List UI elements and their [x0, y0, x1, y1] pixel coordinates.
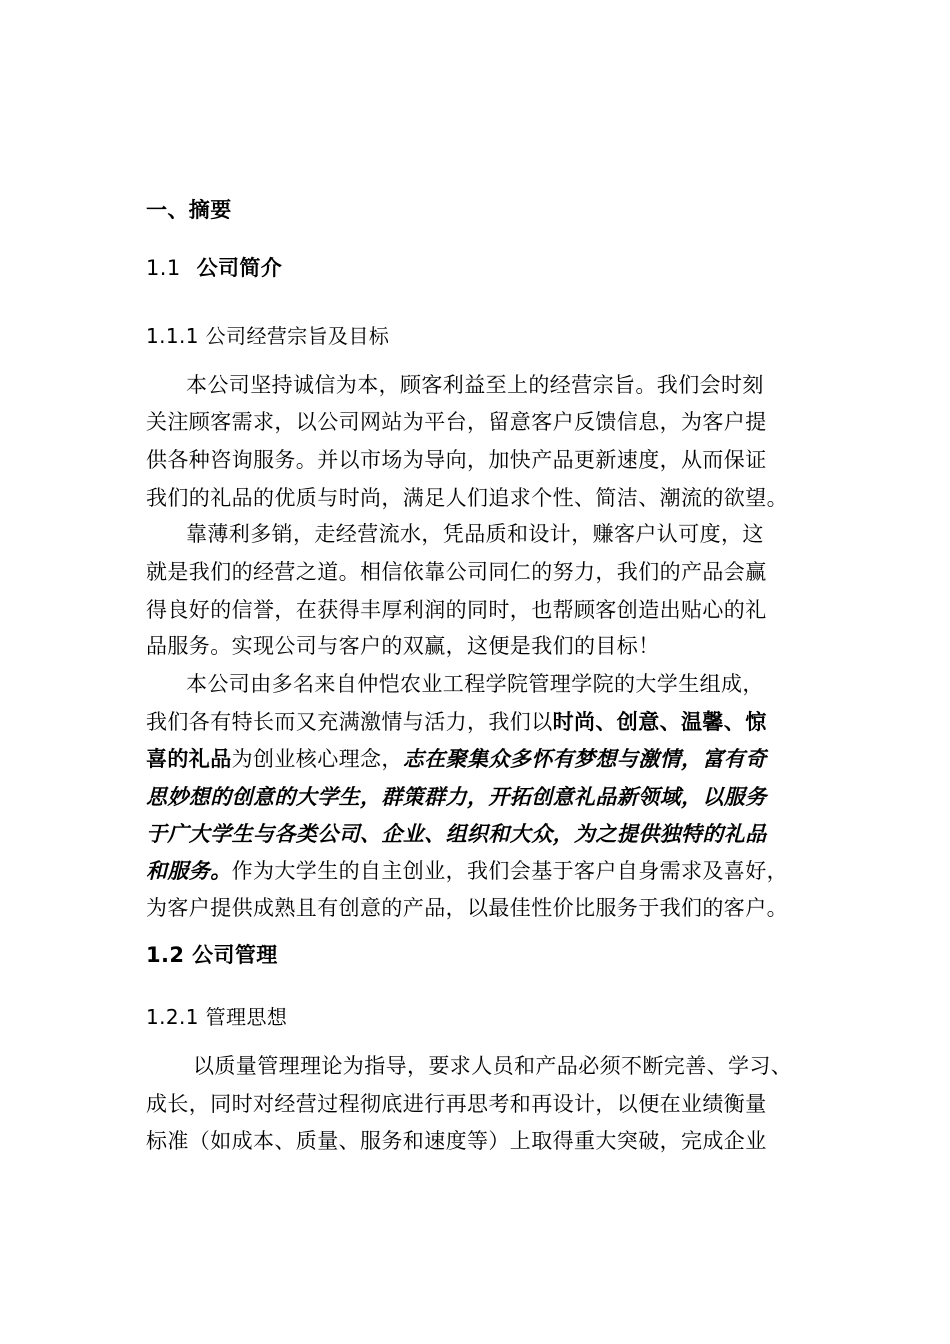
- heading-business-purpose: 1.1.1 公司经营宗旨及目标: [146, 324, 390, 348]
- paragraph-line: 我们的礼品的优质与时尚，满足人们追求个性、简洁、潮流的欲望。: [146, 486, 788, 510]
- bold-run: 喜的礼品: [146, 747, 232, 771]
- text-run: 作为大学生的自主创业，我们会基于客户自身需求及喜好，: [231, 859, 789, 883]
- paragraph-line: 为客户提供成熟且有创意的产品，以最佳性价比服务于我们的客户。: [146, 896, 788, 920]
- paragraph-line: 以质量管理理论为指导，要求人员和产品必须不断完善、学习、: [193, 1054, 793, 1078]
- bold-italic-run: 志在聚集众多怀有梦想与激情，富有奇: [402, 747, 767, 771]
- bold-italic-run: 和服务。: [146, 859, 232, 883]
- paragraph-line: [146, 708, 767, 736]
- heading-company-management: 1.2 公司管理: [146, 943, 278, 967]
- paragraph-line: [146, 745, 767, 773]
- paragraph-line: 本公司由多名来自仲恺农业工程学院管理学院的大学生组成，: [186, 672, 764, 696]
- paragraph-line: 标准（如成本、质量、服务和速度等）上取得重大突破，完成企业: [146, 1129, 767, 1153]
- paragraph-line: 靠薄利多销，走经营流水，凭品质和设计，赚客户认可度，这: [186, 522, 764, 546]
- heading-management-philosophy: 1.2.1 管理思想: [146, 1005, 288, 1029]
- paragraph-line: 得良好的信誉，在获得丰厚利润的同时，也帮顾客创造出贴心的礼: [146, 598, 767, 622]
- paragraph-line: [146, 857, 788, 885]
- heading-company-intro: [146, 254, 282, 282]
- text-run: 为创业核心理念，: [231, 747, 403, 771]
- paragraph-line: 品服务。实现公司与客户的双赢，这便是我们的目标！: [146, 634, 660, 658]
- text-run: 我们各有特长而又充满激情与活力，我们以: [146, 710, 553, 734]
- paragraph-line: 于广大学生与各类公司、企业、组织和大众，为之提供独特的礼品: [146, 822, 767, 846]
- paragraph-line: 就是我们的经营之道。相信依靠公司同仁的努力，我们的产品会赢: [146, 560, 767, 584]
- bold-run: 时尚、创意、温馨、惊: [552, 710, 767, 734]
- paragraph-line: 成长，同时对经营过程彻底进行再思考和再设计，以便在业绩衡量: [146, 1092, 767, 1116]
- heading-abstract: 一、摘要: [146, 198, 232, 222]
- paragraph-line: 思妙想的创意的大学生，群策群力，开拓创意礼品新领域，以服务: [146, 785, 767, 809]
- paragraph-line: 本公司坚持诚信为本，顾客利益至上的经营宗旨。我们会时刻: [186, 373, 764, 397]
- paragraph-line: 供各种咨询服务。并以市场为导向，加快产品更新速度，从而保证: [146, 448, 767, 472]
- section-title: 公司简介: [196, 256, 283, 280]
- paragraph-line: 关注顾客需求，以公司网站为平台，留意客户反馈信息，为客户提: [146, 410, 767, 434]
- section-number: 1.1: [146, 256, 181, 280]
